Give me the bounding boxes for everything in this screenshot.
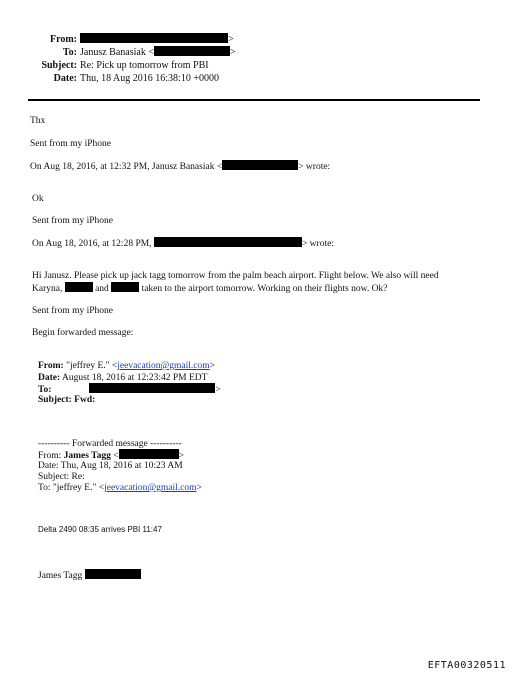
header-to	[0, 46, 236, 59]
header-divider	[28, 99, 480, 101]
redaction-box	[111, 282, 139, 292]
message-line-2-a: Karyna,	[32, 284, 63, 294]
fwd1-date-label: Date:	[38, 373, 61, 383]
header-to-label: To:	[62, 47, 77, 58]
header-to-value: Janusz Banasiak <	[80, 47, 154, 58]
fwd1-subject	[38, 394, 95, 406]
redaction-box	[154, 46, 230, 56]
header-subject-label: Subject:	[41, 60, 77, 71]
redaction-box	[80, 33, 228, 43]
header-date-value: Thu, 18 Aug 2016 16:38:10 +0000	[80, 73, 219, 84]
fwd1-to-suffix: >	[215, 385, 221, 395]
fwd1-from-suffix: >	[209, 361, 215, 371]
message-line-2-b: and	[95, 284, 109, 294]
body-ok: Ok	[32, 194, 44, 204]
body-sent-2: Sent from my iPhone	[32, 216, 114, 226]
header-date	[0, 72, 219, 85]
body-quote-2	[32, 237, 334, 250]
fwd1-from-email-link[interactable]: jeevacation@gmail.com	[117, 361, 210, 371]
body-thx: Thx	[30, 116, 46, 126]
fwd2-to-suffix: >	[196, 483, 202, 493]
document-id: EFTA00320511	[427, 660, 506, 671]
redaction-box	[89, 383, 215, 393]
body-begin-forwarded: Begin forwarded message:	[32, 328, 134, 338]
fwd2-from-label: From:	[38, 451, 62, 461]
fwd1-from	[38, 360, 215, 372]
body-message-line-1: Hi Janusz. Please pick up jack tagg tomorrow from the palm beach airport. Flight below. We also will need	[32, 271, 439, 281]
signature	[38, 569, 141, 582]
fwd2-separator: ---------- Forwarded message ----------	[38, 439, 182, 449]
fwd1-to-label: To:	[38, 385, 52, 395]
fwd2-from-suffix: >	[178, 451, 184, 461]
message-line-2-c: taken to the airport tomorrow. Working on their flights now. Ok?	[141, 284, 388, 294]
header-from	[0, 33, 234, 46]
fwd2-subject: Subject: Re:	[38, 472, 85, 482]
fwd1-from-name: "jeffrey E." <	[66, 361, 118, 371]
fwd2-date: Date: Thu, Aug 18, 2016 at 10:23 AM	[38, 461, 183, 471]
body-message-line-2	[32, 282, 387, 295]
quote-2-prefix: On Aug 18, 2016, at 12:28 PM,	[32, 239, 152, 249]
fwd2-from-mid: <	[110, 451, 119, 461]
fwd1-date-value: August 18, 2016 at 12:23:42 PM EDT	[62, 373, 208, 383]
flight-info: Delta 2490 08:35 arrives PBI 11:47	[38, 525, 162, 534]
redaction-box	[222, 160, 298, 170]
fwd1-subject-label: Subject:	[38, 395, 72, 405]
quote-1-prefix: On Aug 18, 2016, at 12:32 PM, Janusz Banasiak <	[30, 162, 223, 172]
redaction-box	[65, 282, 93, 292]
body-sent-1: Sent from my iPhone	[30, 139, 112, 149]
fwd2-to	[38, 482, 202, 494]
fwd2-to-email-link[interactable]: jeevacation@gmail.com	[104, 483, 197, 493]
body-quote-1	[30, 160, 330, 173]
redaction-box	[85, 569, 141, 579]
quote-1-suffix: > wrote:	[298, 162, 331, 172]
header-to-suffix: >	[229, 47, 236, 58]
fwd2-to-prefix: To: "jeffrey E." <	[38, 483, 105, 493]
header-subject-value: Re: Pick up tomorrow from PBI	[80, 60, 209, 71]
redaction-box	[119, 449, 179, 459]
redaction-box	[154, 237, 302, 247]
body-sent-3: Sent from my iPhone	[32, 306, 114, 316]
header-date-label: Date:	[53, 73, 77, 84]
header-subject	[0, 59, 209, 72]
header-from-label: From:	[49, 34, 77, 45]
signature-name: James Tagg	[38, 571, 83, 581]
fwd2-from-name: James Tagg	[63, 451, 111, 461]
fwd1-from-label: From:	[38, 361, 64, 371]
fwd1-subject-value: Fwd:	[74, 395, 96, 405]
header-from-suffix: >	[228, 34, 234, 45]
quote-2-suffix: > wrote:	[301, 239, 334, 249]
